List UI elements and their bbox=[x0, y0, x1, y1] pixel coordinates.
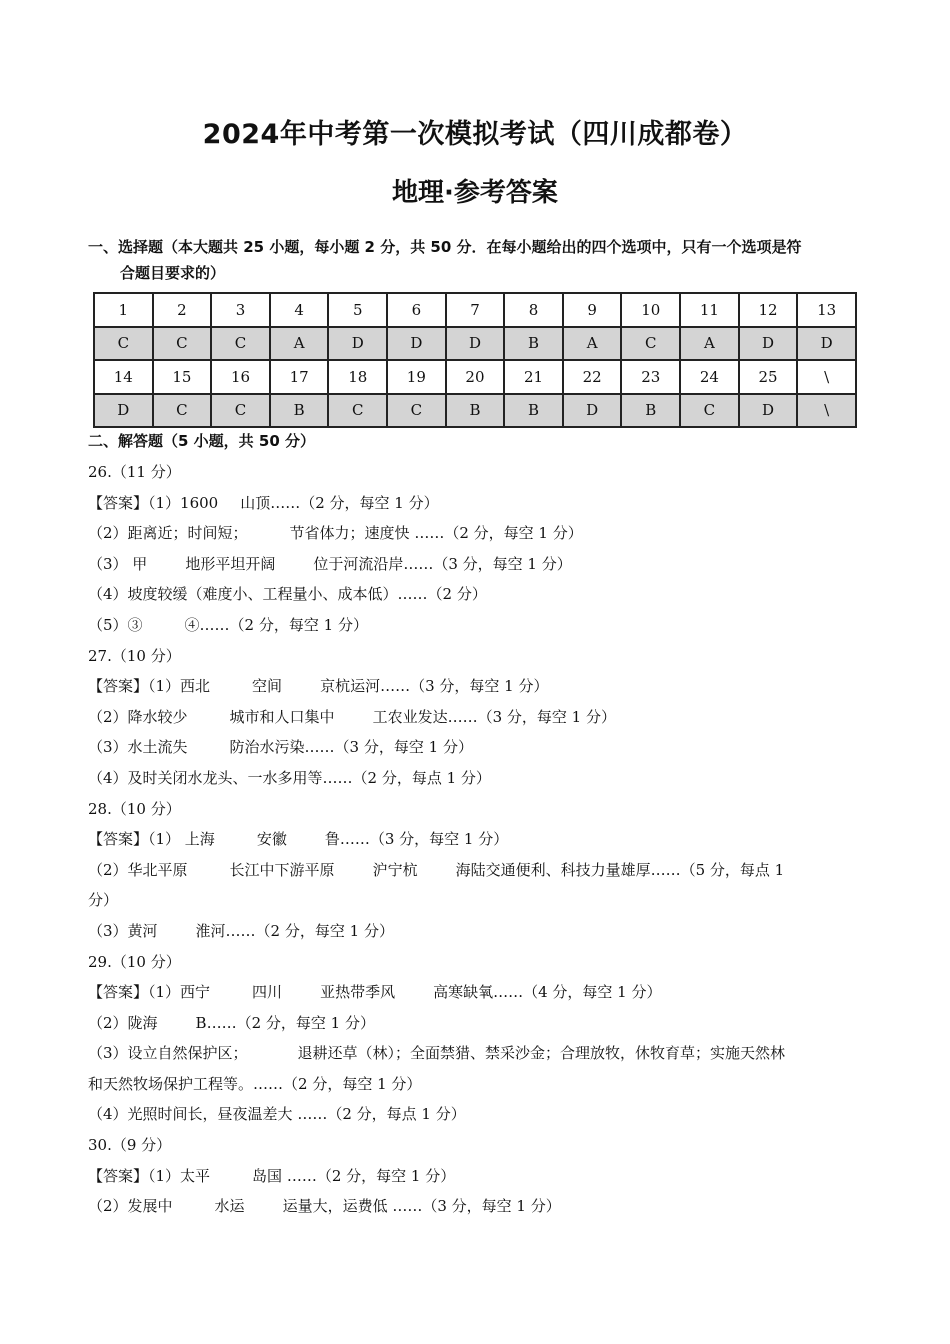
table-cell: 3 bbox=[211, 293, 270, 327]
table-cell: D bbox=[739, 327, 798, 361]
document-title: 2024年中考第一次模拟考试（四川成都卷） bbox=[202, 119, 748, 150]
table-cell: D bbox=[446, 327, 505, 361]
text-segment: 退耕还草（林）；全面禁猎、禁采沙金；合理放牧，休牧育草；实施天然林 bbox=[297, 1044, 786, 1063]
text-segment: （3）设立自然保护区； bbox=[88, 1044, 248, 1063]
text-segment: 水运 bbox=[214, 1197, 245, 1216]
table-cell: 4 bbox=[270, 293, 329, 327]
text-segment: （3） 甲 bbox=[88, 554, 148, 573]
q29-line-4: （4）光照时间长，昼夜温差大 ……（2 分，每点 1 分） bbox=[88, 1105, 466, 1124]
table-cell: B bbox=[504, 327, 563, 361]
q29-line-3-cont: 和天然牧场保护工程等。……（2 分，每空 1 分） bbox=[88, 1074, 422, 1093]
text-segment: 山顶……（2 分，每空 1 分） bbox=[240, 493, 439, 512]
section-2 bbox=[88, 429, 868, 1222]
table-cell: 18 bbox=[328, 360, 387, 394]
q29-line-2 bbox=[88, 1008, 868, 1039]
q27-line-4: （4）及时关闭水龙头、一水多用等……（2 分，每点 1 分） bbox=[88, 768, 491, 787]
q28-line-3 bbox=[88, 916, 868, 947]
question-29-heading: 29.（10 分） bbox=[88, 952, 181, 971]
table-cell: C bbox=[328, 394, 387, 428]
text-segment: 运量大，运费低 ……（3 分，每空 1 分） bbox=[282, 1197, 561, 1216]
text-segment: 【答案】（1） 上海 bbox=[88, 830, 215, 849]
table-cell: 9 bbox=[563, 293, 622, 327]
text-segment: （2）陇海 bbox=[88, 1013, 158, 1032]
q26-line-1 bbox=[88, 488, 868, 519]
text-segment: （2）发展中 bbox=[88, 1197, 173, 1216]
text-segment: 岛国 ……（2 分，每空 1 分） bbox=[252, 1166, 456, 1185]
q26-line-2 bbox=[88, 518, 868, 549]
text-segment: 工农业发达……（3 分，每空 1 分） bbox=[372, 707, 616, 726]
text-segment: ④……（2 分，每空 1 分） bbox=[184, 615, 368, 634]
q26-line-5 bbox=[88, 610, 868, 641]
text-segment: 淮河……（2 分，每空 1 分） bbox=[195, 921, 394, 940]
text-segment: （2）华北平原 bbox=[88, 860, 188, 879]
table-cell: C bbox=[621, 327, 680, 361]
text-segment: 【答案】（1）西北 bbox=[88, 677, 211, 696]
table-cell: 12 bbox=[739, 293, 798, 327]
question-26-heading: 26.（11 分） bbox=[88, 463, 181, 481]
table-cell: 8 bbox=[504, 293, 563, 327]
text-segment: 位于河流沿岸……（3 分，每空 1 分） bbox=[313, 554, 572, 573]
table-cell: 24 bbox=[680, 360, 739, 394]
text-segment: （2）降水较少 bbox=[88, 707, 188, 726]
q28-line-2 bbox=[88, 855, 868, 886]
choice-answer-table bbox=[93, 292, 857, 428]
question-30-heading: 30.（9 分） bbox=[88, 1136, 172, 1155]
table-cell: C bbox=[211, 327, 270, 361]
table-cell: A bbox=[270, 327, 329, 361]
q29-line-3 bbox=[88, 1038, 868, 1069]
q26-line-3 bbox=[88, 549, 868, 580]
q30-line-1 bbox=[88, 1161, 868, 1192]
text-segment: 地形平坦开阔 bbox=[185, 554, 276, 573]
table-cell: \ bbox=[797, 360, 856, 394]
text-segment: （5）③ bbox=[88, 615, 143, 634]
table-cell: B bbox=[446, 394, 505, 428]
text-segment: 空间 bbox=[252, 677, 283, 696]
table-row-answers-1 bbox=[94, 327, 856, 361]
text-segment: 【答案】（1）太平 bbox=[88, 1166, 211, 1185]
q28-line-1 bbox=[88, 824, 868, 855]
table-cell: B bbox=[621, 394, 680, 428]
text-segment: 长江中下游平原 bbox=[229, 860, 335, 879]
table-cell: C bbox=[94, 327, 153, 361]
question-27-heading: 27.（10 分） bbox=[88, 646, 181, 665]
table-cell: C bbox=[153, 394, 212, 428]
text-segment: 安徽 bbox=[256, 830, 287, 849]
q30-line-2 bbox=[88, 1191, 868, 1222]
text-segment: 沪宁杭 bbox=[372, 860, 418, 879]
section-1-line-2: 合题目要求的） bbox=[120, 264, 226, 282]
text-segment: B……（2 分，每空 1 分） bbox=[195, 1013, 375, 1032]
text-segment: 【答案】（1）1600 bbox=[88, 493, 219, 512]
table-cell: 14 bbox=[94, 360, 153, 394]
text-segment: 节省体力；速度快 ……（2 分，每空 1 分） bbox=[289, 524, 583, 543]
text-segment: 京杭运河……（3 分，每空 1 分） bbox=[320, 677, 549, 696]
question-28-heading: 28.（10 分） bbox=[88, 799, 181, 818]
text-segment: 四川 bbox=[252, 983, 283, 1002]
table-cell: B bbox=[504, 394, 563, 428]
table-cell: D bbox=[94, 394, 153, 428]
section-1-line-1: 一、选择题（本大题共 25 小题，每小题 2 分，共 50 分．在每小题给出的四个选项中，只有一个选项是符 bbox=[88, 238, 802, 256]
q29-line-1 bbox=[88, 977, 868, 1008]
table-cell: 1 bbox=[94, 293, 153, 327]
text-segment: （2）距离近；时间短； bbox=[88, 524, 248, 543]
table-cell: 17 bbox=[270, 360, 329, 394]
table-cell: C bbox=[153, 327, 212, 361]
q28-line-2-cont: 分） bbox=[88, 891, 119, 910]
q26-line-4: （4）坡度较缓（难度小、工程量小、成本低）……（2 分） bbox=[88, 585, 487, 604]
table-cell: D bbox=[563, 394, 622, 428]
section-2-heading: 二、解答题（5 小题，共 50 分） bbox=[88, 432, 315, 450]
table-row-numbers-1 bbox=[94, 293, 856, 327]
table-cell: 2 bbox=[153, 293, 212, 327]
table-row-numbers-2 bbox=[94, 360, 856, 394]
table-cell: \ bbox=[797, 394, 856, 428]
document-subtitle: 地理·参考答案 bbox=[392, 178, 558, 208]
table-cell: 7 bbox=[446, 293, 505, 327]
text-segment: 海陆交通便利、科技力量雄厚……（5 分，每点 1 bbox=[455, 860, 785, 879]
text-segment: 【答案】（1）西宁 bbox=[88, 983, 211, 1002]
table-cell: 25 bbox=[739, 360, 798, 394]
table-cell: 23 bbox=[621, 360, 680, 394]
table-cell: 19 bbox=[387, 360, 446, 394]
table-cell: D bbox=[797, 327, 856, 361]
text-segment: 城市和人口集中 bbox=[229, 707, 335, 726]
table-cell: 16 bbox=[211, 360, 270, 394]
q27-line-3 bbox=[88, 732, 868, 763]
table-cell: 22 bbox=[563, 360, 622, 394]
table-cell: C bbox=[680, 394, 739, 428]
text-segment: 鲁……（3 分，每空 1 分） bbox=[324, 830, 509, 849]
table-cell: D bbox=[739, 394, 798, 428]
table-cell: A bbox=[563, 327, 622, 361]
table-cell: A bbox=[680, 327, 739, 361]
table-cell: D bbox=[387, 327, 446, 361]
table-cell: 21 bbox=[504, 360, 563, 394]
table-cell: 11 bbox=[680, 293, 739, 327]
q27-line-2 bbox=[88, 702, 868, 733]
table-cell: B bbox=[270, 394, 329, 428]
table-cell: C bbox=[211, 394, 270, 428]
table-cell: D bbox=[328, 327, 387, 361]
section-1-heading bbox=[88, 234, 868, 286]
text-segment: （3）黄河 bbox=[88, 921, 158, 940]
table-cell: 15 bbox=[153, 360, 212, 394]
table-row-answers-2 bbox=[94, 394, 856, 428]
text-segment: 高寒缺氧……（4 分，每空 1 分） bbox=[433, 983, 662, 1002]
text-segment: 防治水污染……（3 分，每空 1 分） bbox=[229, 738, 473, 757]
table-cell: 6 bbox=[387, 293, 446, 327]
text-segment: （3）水土流失 bbox=[88, 738, 188, 757]
table-cell: 13 bbox=[797, 293, 856, 327]
table-cell: 20 bbox=[446, 360, 505, 394]
q27-line-1 bbox=[88, 671, 868, 702]
table-cell: C bbox=[387, 394, 446, 428]
table-cell: 5 bbox=[328, 293, 387, 327]
table-cell: 10 bbox=[621, 293, 680, 327]
text-segment: 亚热带季风 bbox=[320, 983, 396, 1002]
